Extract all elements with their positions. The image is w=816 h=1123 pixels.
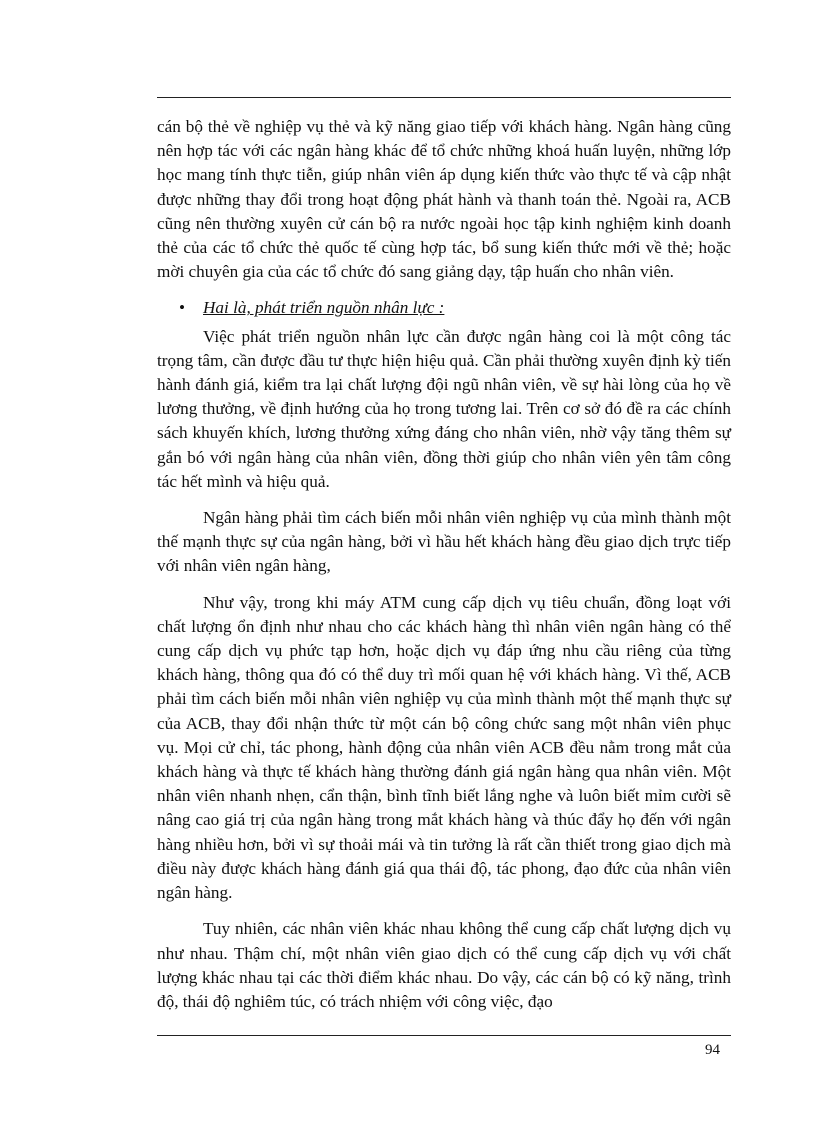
- bullet-heading-text: Hai là, phát triển nguồn nhân lực :: [203, 298, 445, 318]
- bullet-dot-icon: •: [179, 298, 186, 318]
- paragraph-2: Việc phát triển nguồn nhân lực cần được ngân hàng coi là một công tác trọng tâm, cần được đầu tư thực hiện hiệu quả. Cần phải thường xuyên định kỳ tiến hành đánh giá, kiểm tra lại chất lượng đội ngũ nhân viên, về sự hài lòng của họ về lương thưởng, về định hướng của họ trong tương lai. Trên cơ sở đó đề ra các chính sách khuyến khích, lương thưởng xứng đáng cho nhân viên, nhờ vậy tăng thêm sự gắn bó với ngân hàng của nhân viên, đồng thời giúp cho nhân viên yên tâm công tác hết mình và hiệu quả.: [157, 326, 731, 491]
- paragraph-5: Tuy nhiên, các nhân viên khác nhau không thể cung cấp chất lượng dịch vụ như nhau. Thậm chí, một nhân viên giao dịch có thể cung cấp dịch vụ với chất lượng khác nhau tại các thời điểm khác nhau. Do vậy, các cán bộ có kỹ năng, trình độ, thái độ nghiêm túc, có trách nhiệm với công việc, đạo: [157, 919, 731, 1011]
- paragraph-4: Như vậy, trong khi máy ATM cung cấp dịch vụ tiêu chuẩn, đồng loạt với chất lượng ổn định như nhau cho các khách hàng thì nhân viên ngân hàng có thể cung cấp dịch vụ phức tạp hơn, hoặc dịch vụ đáp ứng nhu cầu riêng của từng khách hàng, thông qua đó có thể duy trì mối quan hệ với khách hàng. Vì thế, ACB phải tìm cách biến mỗi nhân viên nghiệp vụ của mình thành một thế mạnh thực sự của ACB, thay đổi nhận thức từ một cán bộ công chức sang một nhân viên phục vụ. Mọi cử chỉ, tác phong, hành động của nhân viên ACB đều nằm trong mắt của khách hàng và thực tế khách hàng thường đánh giá ngân hàng qua nhân viên. Một nhân viên nhanh nhẹn, cẩn thận, bình tĩnh biết lắng nghe và luôn biết mỉm cười sẽ nâng cao giá trị của ngân hàng trong mắt khách hàng và thúc đẩy họ đến với ngân hàng nhiều hơn, bởi vì sự thoải mái và tin tưởng là rất cần thiết trong giao dịch mà điều này được khách hàng đánh giá qua thái độ, tác phong, đạo đức của nhân viên ngân hàng.: [157, 592, 731, 903]
- page-body: [157, 115, 731, 1026]
- page-number: 94: [705, 1042, 720, 1058]
- paragraph-3: Ngân hàng phải tìm cách biến mỗi nhân viên nghiệp vụ của mình thành một thế mạnh thực sự của ngân hàng, bởi vì hầu hết khách hàng đều giao dịch trực tiếp với nhân viên ngân hàng,: [157, 508, 731, 576]
- bullet-heading: [157, 296, 731, 320]
- header-rule: [157, 97, 731, 98]
- paragraph-1: cán bộ thẻ về nghiệp vụ thẻ và kỹ năng giao tiếp với khách hàng. Ngân hàng cũng nên hợp tác với các ngân hàng khác để tổ chức những khoá huấn luyện, những lớp học mang tính thực tiễn, giúp nhân viên áp dụng kiến thức vào thực tế và cập nhật được những thay đổi trong hoạt động phát hành và thanh toán thẻ. Ngoài ra, ACB cũng nên thường xuyên cử cán bộ ra nước ngoài học tập kinh nghiệm kinh doanh thẻ của các tổ chức thẻ quốc tế cùng hợp tác, bổ sung kiến thức mới về thẻ; hoặc mời chuyên gia của các tổ chức đó sang giảng dạy, tập huấn cho nhân viên.: [157, 117, 731, 282]
- footer-rule: [157, 1035, 731, 1036]
